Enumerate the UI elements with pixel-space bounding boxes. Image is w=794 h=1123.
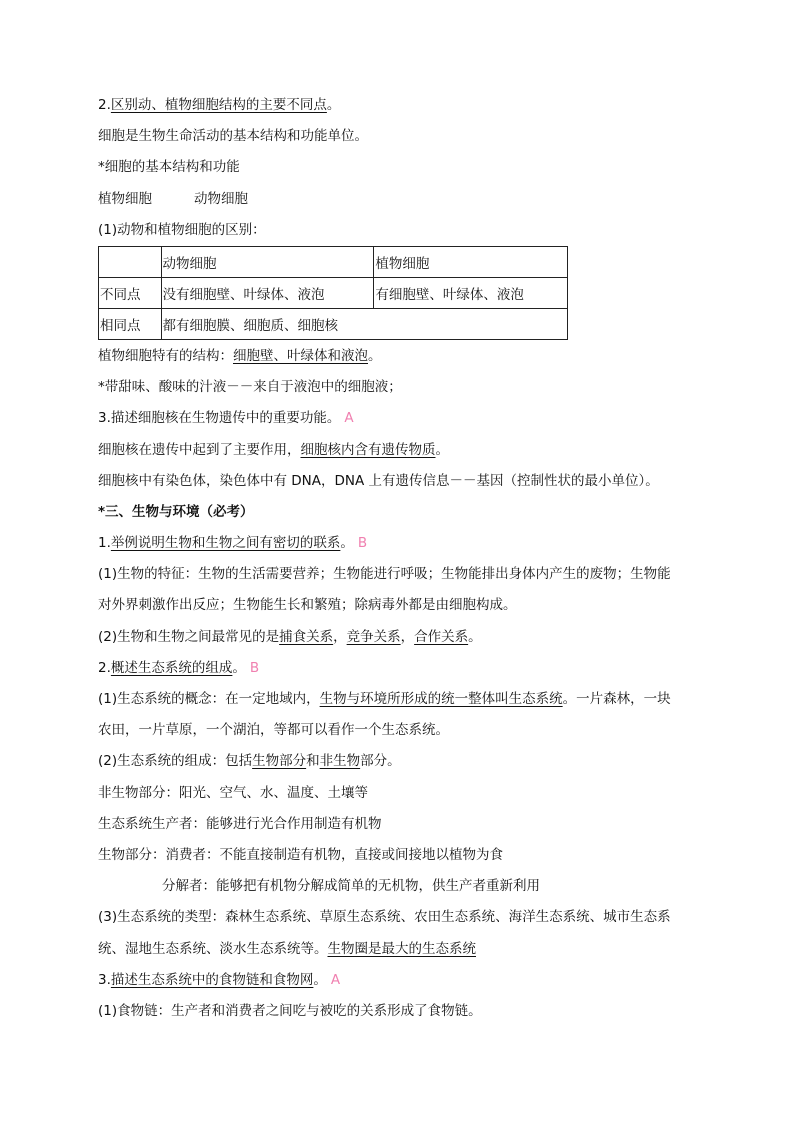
punct: ，: [333, 628, 347, 645]
underlined-topic: 区别动、植物细胞结构的主要不同点: [110, 97, 327, 113]
text: (2)生物和生物之间最常见的是: [98, 628, 280, 645]
punct: ，: [400, 628, 415, 645]
heading-2: [98, 653, 698, 684]
document-page: [98, 90, 698, 1027]
paragraph: 对外界刺激作出反应；生物能生长和繁殖；除病毒外都是由细胞构成。: [98, 597, 517, 614]
punct: 。: [232, 659, 246, 676]
underlined-text: 捕食关系: [279, 628, 334, 645]
table-row: [99, 277, 568, 308]
text: 细胞核在遗传中起到了主要作用，: [98, 441, 301, 458]
paragraph: 生物部分：消费者：不能直接制造有机物，直接或间接地以植物为食: [98, 846, 503, 863]
heading-3: [98, 965, 698, 996]
table-cell: [99, 246, 162, 277]
table-cell: 动物细胞: [161, 246, 374, 277]
text: (2)生态系统的组成：包括: [98, 753, 253, 770]
text: 统、湿地生态系统、淡水生态系统等。: [98, 940, 328, 957]
punct: 。: [368, 347, 382, 364]
paragraph: 细胞核中有染色体，染色体中有 DNA，DNA 上有遗传信息－－基因（控制性状的最小单位）。: [98, 472, 659, 489]
item-number: 2.: [98, 97, 111, 113]
table-cell: 不同点: [99, 277, 162, 308]
paragraph: (3)生态系统的类型：森林生态系统、草原生态系统、农田生态系统、海洋生态系统、城市生态系: [98, 909, 671, 926]
paragraph: *带甜味、酸味的汁液－－来自于液泡中的细胞液；: [98, 379, 402, 396]
text: 植物细胞特有的结构：: [98, 347, 233, 364]
punct: 。: [468, 628, 482, 645]
level-tag: A: [330, 971, 341, 988]
cell-type-labels: [98, 184, 698, 215]
underlined-topic: 举例说明生物和生物之间有密切的联系: [110, 535, 341, 552]
table-row: [99, 246, 568, 277]
animal-cell-label: 动物细胞: [194, 190, 248, 207]
text: 3.描述细胞核在生物遗传中的重要功能。: [98, 410, 341, 427]
underlined-text: 竞争关系: [346, 628, 401, 645]
item-number: 3.: [98, 971, 111, 988]
paragraph: 细胞是生物生命活动的基本结构和功能单位。: [98, 128, 368, 145]
paragraph: 农田，一片草原，一个湖泊，等都可以看作一个生态系统。: [98, 722, 449, 739]
heading-2: [98, 90, 698, 121]
punct: 。: [313, 971, 327, 988]
paragraph: 分解者：能够把有机物分解成简单的无机物，供生产者重新利用: [162, 878, 540, 895]
table-cell: 植物细胞: [374, 246, 568, 277]
paragraph: [98, 341, 698, 372]
heading-1: [98, 528, 698, 559]
heading-3: [98, 403, 698, 434]
table-cell: 相同点: [99, 308, 162, 339]
paragraph: (1)生物的特征：生物的生活需要营养；生物能进行呼吸；生物能排出身体内产生的废物；生物能: [98, 566, 671, 583]
paragraph: *细胞的基本结构和功能: [98, 159, 240, 176]
punct: 。: [435, 441, 449, 458]
level-tag: A: [344, 410, 354, 427]
paragraph: [98, 934, 698, 965]
punct: 。: [340, 535, 354, 552]
paragraph: [98, 684, 698, 715]
paragraph: [98, 622, 698, 653]
underlined-text: 非生物: [319, 753, 361, 770]
level-tag: B: [249, 659, 260, 676]
paragraph: [98, 746, 698, 777]
underlined-text: 合作关系: [414, 628, 469, 645]
underlined-topic: 描述生态系统中的食物链和食物网: [110, 971, 314, 988]
text: (1)生态系统的概念：在一定地域内，: [98, 691, 320, 707]
underlined-topic: 概述生态系统的组成: [110, 659, 233, 676]
underlined-text: 细胞核内含有遗传物质: [300, 441, 436, 458]
paragraph: 非生物部分：阳光、空气、水、温度、土壤等: [98, 784, 368, 801]
punct: 。: [326, 97, 341, 113]
table-cell: 都有细胞膜、细胞质、细胞核: [161, 308, 567, 339]
underlined-text: 生物圈是最大的生态系统: [327, 940, 476, 957]
paragraph: (1)动物和植物细胞的区别：: [98, 221, 266, 238]
item-number: 1.: [98, 535, 111, 552]
item-number: 2.: [98, 659, 111, 676]
comparison-table: [98, 246, 568, 340]
table-cell: 有细胞壁、叶绿体、液泡: [374, 277, 568, 308]
underlined-text: 细胞壁、叶绿体和液泡: [233, 347, 368, 364]
underlined-text: 生物部分: [252, 753, 307, 770]
plant-cell-label: 植物细胞: [98, 190, 152, 207]
section-heading: *三、生物与环境（必考）: [98, 503, 254, 520]
table-row: [99, 308, 568, 339]
table-cell: 没有细胞壁、叶绿体、液泡: [161, 277, 374, 308]
paragraph: [98, 435, 698, 466]
paragraph: (1)食物链：生产者和消费者之间吃与被吃的关系形成了食物链。: [98, 1002, 482, 1019]
text: 部分。: [360, 753, 401, 770]
level-tag: B: [357, 535, 368, 552]
text: 。一片森林，一块: [562, 691, 671, 707]
underlined-text: 生物与环境所形成的统一整体叫生态系统: [319, 691, 563, 707]
text: 和: [306, 753, 320, 770]
paragraph: 生态系统生产者：能够进行光合作用制造有机物: [98, 815, 382, 832]
